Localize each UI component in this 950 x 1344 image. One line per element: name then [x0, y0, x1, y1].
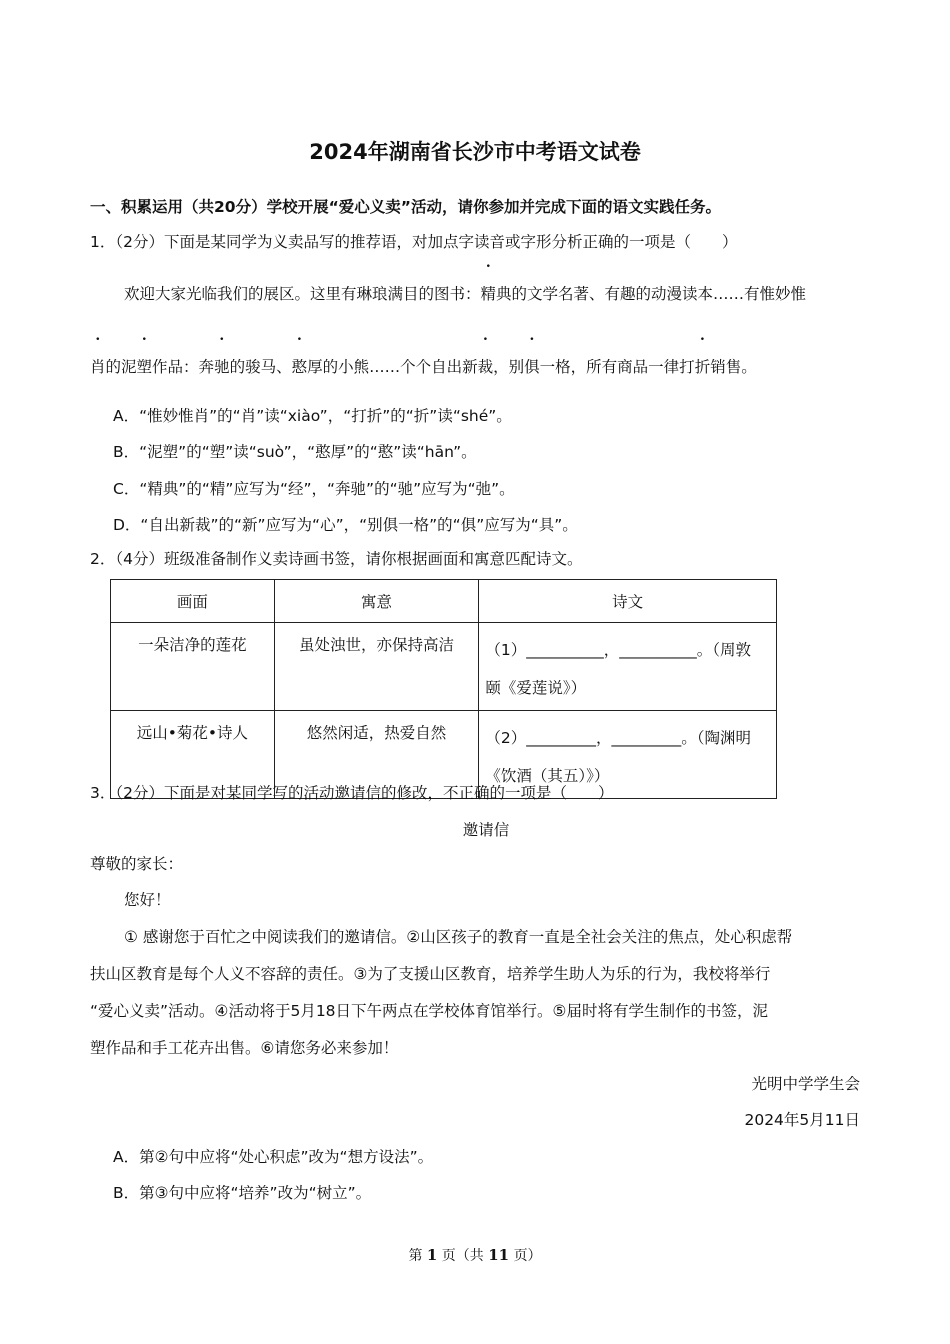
section-heading: 一、积累运用（共20分）学校开展“爱心义卖”活动，请你参加并完成下面的语文实践任务。	[90, 198, 721, 216]
footer-text: 第	[408, 1248, 423, 1264]
dotted-char: 俱	[524, 358, 540, 376]
letter-date: 2024年5月11日	[744, 1111, 860, 1129]
letter-body-line: “爱心义卖”活动。④活动将于5月18日下午两点在学校体育馆举行。⑤届时将有学生制作的书签，泥	[90, 1002, 768, 1020]
dotted-char: 肖	[90, 358, 106, 376]
page-footer	[0, 1245, 950, 1265]
q1-option-c: C．“精典”的“精”应写为“经”，“奔驰”的“驰”应写为“弛”。	[113, 480, 515, 498]
letter-greeting: 您好！	[124, 891, 171, 909]
dotted-char: 憨	[291, 358, 308, 376]
q3-option-b: B．第③句中应将“培养”改为“树立”。	[113, 1184, 372, 1202]
table-row	[111, 623, 777, 711]
letter-salutation: 尊敬的家长：	[90, 855, 184, 873]
letter-body-line: 扶山区教育是每个人义不容辞的责任。③为了支援山区教育，培养学生助人为乐的行为，我校将举行	[90, 965, 771, 983]
dotted-char: 驰	[214, 358, 230, 376]
poem-line: （1）__________，__________。（周敦	[485, 641, 751, 659]
passage-text: 一格，所有商品一律打	[539, 358, 695, 376]
question-3-stem: 3．（2分）下面是对某同学写的活动邀请信的修改，不正确的一项是（ ）	[90, 784, 614, 802]
q1-option-d: D．“自出新裁”的“新”应写为“心”，“别俱一格”的“俱”应写为“具”。	[113, 516, 578, 534]
poem-bookmark-table	[110, 579, 777, 799]
dotted-char: 塑	[136, 358, 153, 376]
passage-text: ，别	[493, 358, 525, 376]
passage-text: 的骏马、	[229, 358, 292, 376]
letter-body-line: ① 感谢您于百忙之中阅读我们的邀请信。②山区孩子的教育一直是全社会关注的焦点，处心积虑帮	[124, 928, 793, 946]
question-2-stem: 2．（4分）班级准备制作义卖诗画书签，请你根据画面和寓意匹配诗文。	[90, 550, 583, 568]
cell-meaning: 虽处浊世，亦保持高洁	[274, 623, 479, 711]
poem-line: 颐《爱莲说》）	[485, 679, 587, 697]
letter-body-line: 塑作品和手工花卉出售。⑥请您务必来参加！	[90, 1039, 399, 1057]
table-header-row	[111, 580, 777, 623]
q1-passage-line2	[90, 355, 757, 377]
poem-line: 《饮酒（其五）》）	[485, 767, 610, 785]
header-poem: 诗文	[479, 580, 777, 623]
dotted-char: 折	[694, 358, 711, 376]
header-picture: 画面	[111, 580, 275, 623]
poem-line: （2）_________，_________。（陶渊明	[485, 729, 751, 747]
letter-signature: 光明中学学生会	[751, 1075, 860, 1093]
q1-passage-line1	[124, 282, 806, 304]
cell-picture: 一朵洁净的莲花	[111, 623, 275, 711]
passage-text: 典的文学名著、有趣的动漫读本……有惟妙惟	[496, 285, 807, 303]
cell-poem-blank[interactable]	[479, 623, 777, 711]
footer-text: 页）	[513, 1248, 542, 1264]
q1-option-b: B．“泥塑”的“塑”读“suò”，“憨厚”的“憨”读“hān”。	[113, 443, 477, 461]
passage-text: 的泥	[105, 358, 137, 376]
passage-text: 厚的小熊……个个自出新	[307, 358, 478, 376]
dotted-char: 精	[480, 285, 497, 303]
cell-meaning: 悠然闲适，热爱自然	[274, 711, 479, 799]
q3-option-a: A．第②句中应将“处心积虑”改为“想方设法”。	[113, 1148, 434, 1166]
header-meaning: 寓意	[274, 580, 479, 623]
question-1-stem: 1．（2分）下面是某同学为义卖品写的推荐语，对加点字读音或字形分析正确的一项是（ ）	[90, 233, 738, 251]
total-pages: 11	[488, 1246, 510, 1264]
letter-title: 邀请信	[462, 821, 510, 839]
passage-text: 销售。	[710, 358, 757, 376]
dotted-char: 裁	[477, 358, 494, 376]
current-page: 1	[426, 1246, 438, 1264]
cell-picture: 远山•菊花•诗人	[111, 711, 275, 799]
passage-text: 作品：奔	[152, 358, 215, 376]
passage-text: 欢迎大家光临我们的展区。这里有琳琅满目的图书：	[124, 285, 481, 303]
page-title: 2024年湖南省长沙市中考语文试卷	[309, 140, 641, 164]
footer-text: 页（共	[441, 1248, 484, 1264]
q1-option-a: A．“惟妙惟肖”的“肖”读“xiào”，“打折”的“折”读“shé”。	[113, 407, 512, 425]
